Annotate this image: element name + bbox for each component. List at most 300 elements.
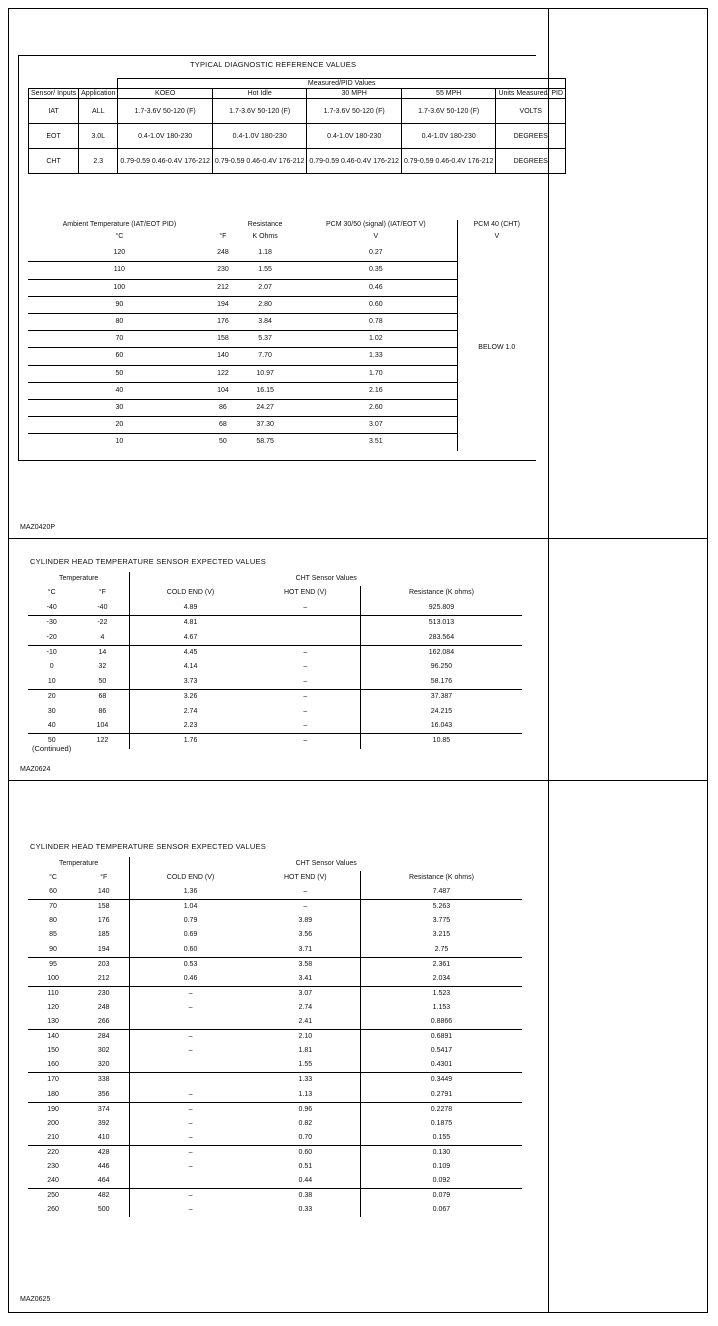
column-header: 30 MPH [307,89,402,99]
column-header: Ambient Temperature (IAT/EOT PID) [62,221,177,228]
column-header: COLD END (V) [130,586,251,600]
table-cell: 140 [211,348,235,365]
table-cell: 284 [78,1030,130,1045]
table-cell: 58.75 [235,434,295,451]
table-cell: 1.81 [298,1047,313,1055]
table-row [29,124,566,149]
table-cell: 68 [75,690,129,705]
table-row [28,1145,522,1160]
table-cell: 1.13 [298,1090,313,1098]
table-cell: -40 [97,603,108,611]
table-cell: 3.51 [295,434,457,451]
table-row [28,601,522,616]
table-cell: 0.130 [360,1145,522,1160]
table-cell: 158 [78,900,130,915]
table-row [28,928,522,942]
table-row [28,245,536,262]
unit-header: V [373,233,379,240]
table-cell: 0.46 [295,279,457,296]
table-cell: 194 [211,296,235,313]
table-cell: 3.73 [130,675,251,690]
table-cell: 1.7-3.6V 50-120 (F) [307,99,402,124]
table-cell: – [130,1145,251,1160]
table-cell: 122 [75,734,129,749]
table-cell: 3.775 [360,914,522,928]
table-cell: 1.55 [298,1061,313,1069]
table-row [28,616,522,631]
column-header: COLD END (V) [130,871,251,885]
table-row [28,675,522,690]
table-cell: 248 [217,249,229,257]
table-cell: 0.4-1.0V 180-230 [118,124,213,149]
cht-voltage-note: BELOW 1.0 [457,245,536,450]
column-header: HOT END (V) [283,589,327,597]
table-cell: EOT [29,124,79,149]
table-cell: 2.23 [130,719,251,734]
table-cell: 1.7-3.6V 50-120 (F) [212,99,307,124]
table-row [28,957,522,972]
table-cell: 4.81 [130,616,251,631]
table-cell: 24.215 [360,705,522,719]
table-cell: 1.55 [235,262,295,279]
figure-code: MAZ0625 [20,1296,51,1303]
table-cell: 2.75 [360,943,522,958]
table-cell: – [130,1203,251,1217]
table-cell: 4.14 [130,660,251,674]
table-cell: 3.07 [295,417,457,434]
table-row [28,690,522,705]
table-cell [130,1015,251,1030]
section-divider [8,538,708,539]
table-cell [130,1058,251,1073]
table-cell: 30 [28,400,211,417]
table-cell: 20 [28,690,75,705]
panel-title: CYLINDER HEAD TEMPERATURE SENSOR EXPECTED VALUES [30,842,266,851]
table-cell: – [130,1088,251,1103]
ambient-temperature-table [28,220,536,451]
table-cell: 104 [96,722,109,730]
table-cell: 58.176 [360,675,522,690]
table-row [28,646,522,661]
table-cell: – [130,1102,251,1117]
table-cell: 2.60 [295,400,457,417]
table-cell: 0.60 [251,1145,361,1160]
table-cell: 120 [47,1003,59,1011]
table-cell: 190 [28,1102,78,1117]
column-header: Sensor/ Inputs [29,89,79,99]
table-cell: – [303,603,308,611]
column-header: °F [98,589,106,597]
table-cell: 50 [28,365,211,382]
table-cell: 260 [47,1206,59,1214]
table-cell: 150 [47,1047,59,1055]
table-cell: 3.0L [79,124,118,149]
group-header-temperature: Temperature [59,575,99,582]
panel-left-rule [18,55,19,461]
panel-title: CYLINDER HEAD TEMPERATURE SENSOR EXPECTED VALUES [30,557,266,566]
table-cell: 0.51 [298,1162,313,1170]
column-header: Resistance (K ohms) [360,586,522,600]
table-cell: 0.60 [130,943,251,958]
table-cell: 3.215 [360,928,522,942]
table-cell: 0.79-0.59 0.46-0.4V 176-212 [118,149,213,174]
table-cell: 1.7-3.6V 50-120 (F) [401,99,496,124]
table-cell: DEGREES [496,124,566,149]
table-cell: 3.26 [130,690,251,705]
table-row [28,1203,522,1217]
table-cell: 7.70 [235,348,295,365]
table-cell: 0.46 [130,972,251,987]
table-cell: 1.18 [258,249,272,257]
table-cell: 4 [100,633,105,641]
table-row [28,885,522,900]
table-row [28,631,522,646]
table-cell: 68 [211,417,235,434]
group-header-temperature: Temperature [59,860,99,867]
table-cell: 10.97 [235,365,295,382]
table-cell: 0.4-1.0V 180-230 [401,124,496,149]
table-cell: 0.092 [360,1174,522,1189]
table-row [28,1015,522,1030]
table-cell: -20 [46,633,57,641]
table-cell: -40 [46,603,57,611]
table-cell: 95 [28,957,78,972]
table-cell: 0.155 [360,1131,522,1146]
table-cell: 0.35 [295,262,457,279]
unit-header: K Ohms [252,233,278,240]
panel-title: TYPICAL DIAGNOSTIC REFERENCE VALUES [190,60,357,69]
table-cell: 50 [211,434,235,451]
table-cell: 40 [47,722,56,730]
table-cell: 24.27 [235,400,295,417]
table-cell: 20 [28,417,211,434]
column-divider [548,8,549,1313]
table-cell: 925.809 [360,601,522,616]
table-row [28,660,522,674]
table-cell: 0.8866 [360,1015,522,1030]
table-cell: 50 [98,677,107,685]
table-cell: 464 [97,1177,110,1185]
table-cell: 3.58 [251,957,361,972]
table-cell: 194 [97,945,110,953]
column-header: PCM 40 (CHT) [457,220,536,229]
table-cell: 356 [97,1090,110,1098]
table-row [28,914,522,928]
unit-header: °C [115,233,124,240]
table-cell: 130 [47,1018,59,1026]
table-cell: 0.79-0.59 0.46-0.4V 176-212 [307,149,402,174]
table-cell [130,1073,251,1088]
table-cell: 4.45 [130,646,251,661]
table-row [28,986,522,1001]
column-header: Hot Idle [212,89,307,99]
table-cell: 3.56 [298,931,313,939]
table-cell: -10 [28,646,75,661]
table-cell: 32 [98,663,107,671]
table-cell: 3.41 [298,974,313,982]
table-cell: 0.3449 [360,1073,522,1088]
table-cell: -30 [28,616,75,631]
diagnostic-reference-table [28,78,566,174]
table-cell: 0 [49,663,54,671]
table-cell: 410 [97,1133,110,1141]
table-cell: 16.043 [360,719,522,734]
table-row [28,972,522,987]
table-cell: 162.084 [360,646,522,661]
table-cell: 0.4301 [360,1058,522,1073]
group-header-cht: CHT Sensor Values [130,857,522,871]
table-cell: ALL [79,99,118,124]
table-cell: 250 [28,1189,78,1204]
table-cell: 104 [211,382,235,399]
table-cell: 212 [211,279,235,296]
table-cell: 513.013 [360,616,522,631]
table-cell: 374 [78,1102,130,1117]
table-cell: 70 [28,331,211,348]
table-cell: 14 [75,646,129,661]
column-header: PCM 30/50 (signal) (IAT/EOT V) [325,221,426,228]
table-cell: – [303,722,308,730]
table-cell: 0.82 [298,1119,313,1127]
table-row [28,1088,522,1103]
table-cell: – [303,888,308,896]
table-cell: 0.60 [295,296,457,313]
column-header: Units Measured/ PID [496,89,566,99]
table-cell: 140 [97,888,110,896]
table-cell: 0.4-1.0V 180-230 [307,124,402,149]
table-cell [251,616,361,631]
table-cell: 10.85 [360,734,522,749]
table-row [28,1117,522,1131]
unit-header: °F [219,233,227,240]
table-cell: 40 [28,382,211,399]
table-cell: 210 [47,1133,59,1141]
table-cell: 90 [49,945,57,953]
table-cell: 100 [47,974,59,982]
table-row [29,149,566,174]
table-cell: 0.1875 [360,1117,522,1131]
table-cell: DEGREES [496,149,566,174]
table-cell: 158 [211,331,235,348]
table-cell: 0.38 [251,1189,361,1204]
table-cell: CHT [29,149,79,174]
table-cell: 80 [28,314,211,331]
table-cell: 5.263 [360,900,522,915]
table-row [29,99,566,124]
table-cell: 10 [28,434,211,451]
table-cell: 1.02 [295,331,457,348]
table-cell: 0.109 [360,1160,522,1174]
table-cell: 185 [97,931,110,939]
table-cell: – [130,1117,251,1131]
table-row [28,1160,522,1174]
table-cell: 1.7-3.6V 50-120 (F) [118,99,213,124]
table-cell: 203 [78,957,130,972]
table-cell: 1.523 [360,986,522,1001]
table-cell: 2.41 [298,1018,313,1026]
table-cell: 0.79-0.59 0.46-0.4V 176-212 [212,149,307,174]
table-cell: 2.16 [295,382,457,399]
table-cell: 140 [28,1030,78,1045]
table-cell: 212 [97,974,110,982]
table-cell: – [251,900,361,915]
table-row [28,1001,522,1015]
table-cell: 2.07 [235,279,295,296]
table-cell: 1.153 [360,1001,522,1015]
table-cell: 1.70 [295,365,457,382]
table-cell: 482 [78,1189,130,1204]
table-cell: 70 [28,900,78,915]
table-cell: 0.4-1.0V 180-230 [212,124,307,149]
table-cell: – [251,734,361,749]
table-cell: – [130,1160,251,1174]
table-cell: – [130,1131,251,1146]
table-cell: – [303,663,308,671]
table-row [28,719,522,734]
table-cell: -22 [75,616,129,631]
table-row [28,1102,522,1117]
continued-note: (Continued) [32,744,72,753]
table-cell: 2.034 [360,972,522,987]
table-cell: 1.04 [130,900,251,915]
table-cell: 230 [47,1162,59,1170]
table-cell: 86 [211,400,235,417]
table-cell: 230 [78,986,130,1001]
table-cell: 0.96 [251,1102,361,1117]
table-row [28,1030,522,1045]
table-cell: 160 [47,1061,59,1069]
column-header [211,220,235,229]
table-cell: 446 [97,1162,110,1170]
table-cell: 2.361 [360,957,522,972]
table-cell: 0.6891 [360,1030,522,1045]
column-header: 55 MPH [401,89,496,99]
table-cell: 60 [49,888,57,896]
table-cell: – [130,1030,251,1045]
table-cell: 2.3 [79,149,118,174]
table-cell: 180 [47,1090,59,1098]
table-cell: 122 [211,365,235,382]
table-cell: 0.78 [295,314,457,331]
table-cell: 0.2278 [360,1102,522,1117]
table-cell: 338 [78,1073,130,1088]
table-cell: 0.2791 [360,1088,522,1103]
table-cell: 1.36 [130,885,251,900]
table-cell: 4.67 [130,631,251,646]
table-cell: 320 [97,1061,110,1069]
table-cell [251,631,361,646]
table-cell: 37.30 [235,417,295,434]
figure-code: MAZ0624 [20,766,51,773]
table-cell: 283.564 [360,631,522,646]
table-cell: 110 [28,262,211,279]
table-cell: 0.79 [130,914,251,928]
table-cell: 170 [28,1073,78,1088]
table-cell: 0.44 [298,1177,313,1185]
table-row [28,1058,522,1073]
table-cell: 30 [47,707,56,715]
unit-header: V [457,229,536,245]
table-cell: 500 [97,1206,110,1214]
table-cell: 37.387 [360,690,522,705]
table-cell: 5.37 [235,331,295,348]
table-cell: 0.69 [130,928,251,942]
table-cell: – [303,707,308,715]
table-cell: 200 [47,1119,59,1127]
cht-table-part2 [28,857,522,1217]
table-cell: 7.487 [360,885,522,900]
table-cell: 3.89 [298,917,313,925]
table-cell: 220 [28,1145,78,1160]
table-cell: – [303,677,308,685]
column-header: Resistance (K ohms) [360,871,522,885]
table-cell: 230 [211,262,235,279]
table-cell: 1.33 [295,348,457,365]
table-cell: 0.5417 [360,1044,522,1058]
table-cell: 0.33 [298,1206,313,1214]
table-cell: 176 [211,314,235,331]
table-cell: 90 [28,296,211,313]
column-header: °C [47,589,56,597]
column-header: Resistance [247,221,283,228]
table-cell: 0.70 [298,1133,313,1141]
table-row [28,734,522,749]
table-row [28,943,522,958]
table-row [28,1174,522,1189]
column-header: °C [49,874,57,882]
cht-table-part1 [28,572,522,749]
table-cell: 1.76 [130,734,251,749]
table-cell: 86 [98,707,107,715]
table-cell: 0.79-0.59 0.46-0.4V 176-212 [401,149,496,174]
column-header: Application [79,89,118,99]
table-group-header: Measured/PID Values [118,79,566,89]
table-cell: 302 [97,1047,110,1055]
table-cell: 4.89 [130,601,251,616]
table-cell: 100 [28,279,211,296]
table-cell: – [251,690,361,705]
table-row [28,1073,522,1088]
table-cell: 85 [49,931,57,939]
table-cell: 60 [28,348,211,365]
table-cell: 428 [78,1145,130,1160]
table-row [28,705,522,719]
figure-code: MAZ0420P [20,524,56,531]
table-cell: 240 [47,1177,59,1185]
table-cell: VOLTS [496,99,566,124]
table-cell: 0.27 [369,249,383,257]
panel-rule [18,55,536,56]
table-cell: 120 [113,249,126,257]
table-cell: 80 [49,917,57,925]
table-cell: 1.33 [251,1073,361,1088]
table-cell: 2.74 [298,1003,313,1011]
table-cell: – [130,986,251,1001]
table-cell: 10 [47,677,56,685]
table-cell: – [251,646,361,661]
table-cell: 3.07 [251,986,361,1001]
table-row [28,1189,522,1204]
table-cell: 0.067 [360,1203,522,1217]
table-cell: 3.84 [235,314,295,331]
table-cell: – [130,1189,251,1204]
table-cell: 16.15 [235,382,295,399]
column-header: °F [100,874,108,882]
table-row [28,1044,522,1058]
table-cell: – [130,1001,251,1015]
column-header: HOT END (V) [283,874,327,882]
table-cell: 96.250 [360,660,522,674]
